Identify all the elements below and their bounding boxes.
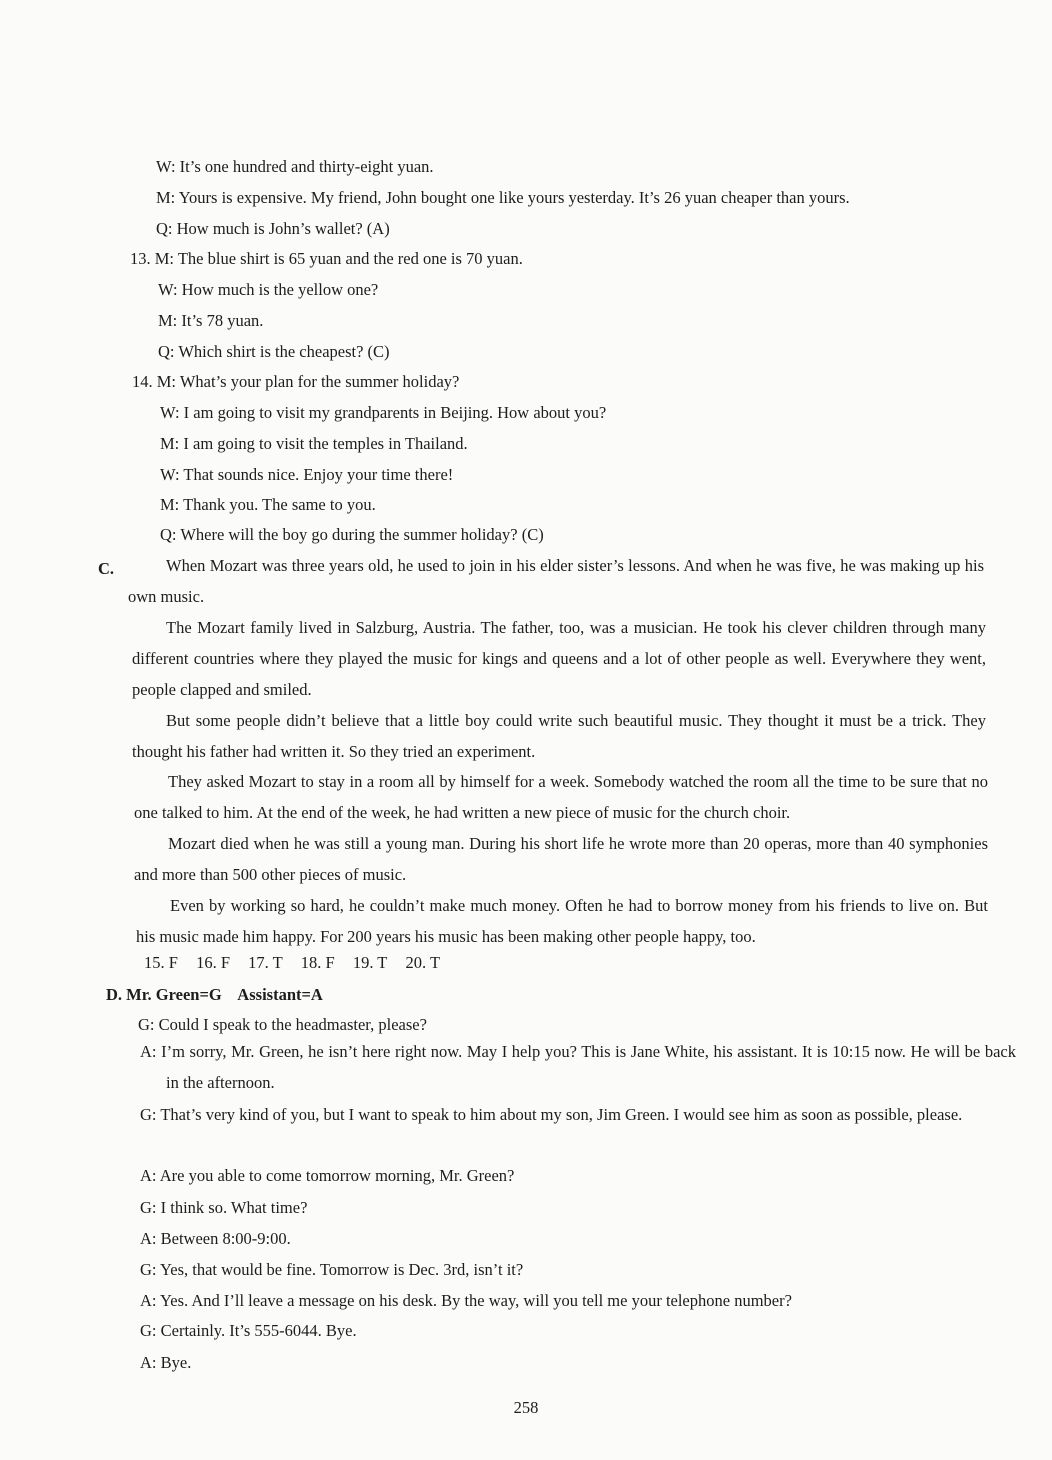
transcript-line: W: How much is the yellow one? [158,280,379,299]
section-c-paragraph: They asked Mozart to stay in a room all by himself for a week. Somebody watched the room all the time to be sure that no one talked to him. At the end of the week, he had written a new piece of music for the church choir. [134,772,988,822]
dialogue-line: A: Yes. And I’ll leave a message on his desk. By the way, will you tell me your telephone number? [140,1291,792,1310]
transcript-line: 13. M: The blue shirt is 65 yuan and the red one is 70 yuan. [130,249,523,268]
transcript-line: Q: Where will the boy go during the summer holiday? (C) [160,525,544,544]
section-c-paragraph: The Mozart family lived in Salzburg, Austria. The father, too, was a musician. He took his clever children through many different countries where they played the music for kings and queens and a lot of other people as well. Everywhere they went, people clapped and smiled. [132,618,986,699]
dialogue-line: G: Could I speak to the headmaster, please? [138,1015,427,1034]
transcript-line: M: Yours is expensive. My friend, John bought one like yours yesterday. It’s 26 yuan cheaper than yours. [156,188,850,207]
answer-item: 18. F [300,953,335,972]
transcript-line: Q: How much is John’s wallet? (A) [156,219,390,238]
dialogue-line: G: That’s very kind of you, but I want to speak to him about my son, Jim Green. I would see him as soon as possible, please. [140,1105,963,1124]
section-c-paragraph: Mozart died when he was still a young man. During his short life he wrote more than 20 operas, more than 40 symphonies and more than 500 other pieces of music. [134,834,988,884]
transcript-line: 14. M: What’s your plan for the summer holiday? [132,372,460,391]
answer-item: 20. T [405,953,441,972]
dialogue-line: A: Between 8:00-9:00. [140,1229,291,1248]
transcript-line: Q: Which shirt is the cheapest? (C) [158,342,390,361]
answer-item: 15. F [144,953,178,972]
dialogue-line: G: Certainly. It’s 555-6044. Bye. [140,1321,357,1340]
answer-item: 19. T [352,953,388,972]
dialogue-line: A: Bye. [140,1353,192,1372]
page-number: 258 [513,1398,539,1417]
transcript-line: M: It’s 78 yuan. [158,311,264,330]
section-c-paragraph: Even by working so hard, he couldn’t make much money. Often he had to borrow money from his friends to live on. But his music made him happy. For 200 years his music has been making other people happy, too. [136,896,988,946]
dialogue-line: G: I think so. What time? [140,1198,308,1217]
section-c-paragraph: But some people didn’t believe that a little boy could write such beautiful music. They thought it must be a trick. They thought his father had written it. So they tried an experiment. [132,711,986,761]
section-d-heading: D. Mr. Green=G Assistant=A [106,985,323,1004]
answer-item: 17. T [248,953,283,972]
section-c-label: C. [98,559,115,578]
dialogue-line: A: Are you able to come tomorrow morning, Mr. Green? [140,1166,515,1185]
dialogue-line: A: I’m sorry, Mr. Green, he isn’t here right now. May I help you? This is Jane White, his assistant. It is 10:15 now. He will be back in the afternoon. [140,1042,1016,1092]
dialogue-line: G: Yes, that would be fine. Tomorrow is Dec. 3rd, isn’t it? [140,1260,524,1279]
answer-key [144,952,454,974]
transcript-line: M: Thank you. The same to you. [160,495,376,514]
transcript-line: M: I am going to visit the temples in Thailand. [160,434,468,453]
transcript-line: W: It’s one hundred and thirty-eight yuan. [156,157,434,176]
answer-item: 16. F [196,953,230,972]
section-c-paragraph: When Mozart was three years old, he used to join in his elder sister’s lessons. And when he was five, he was making up his own music. [128,556,984,606]
transcript-line: W: That sounds nice. Enjoy your time there! [160,465,454,484]
transcript-line: W: I am going to visit my grandparents in Beijing. How about you? [160,403,607,422]
